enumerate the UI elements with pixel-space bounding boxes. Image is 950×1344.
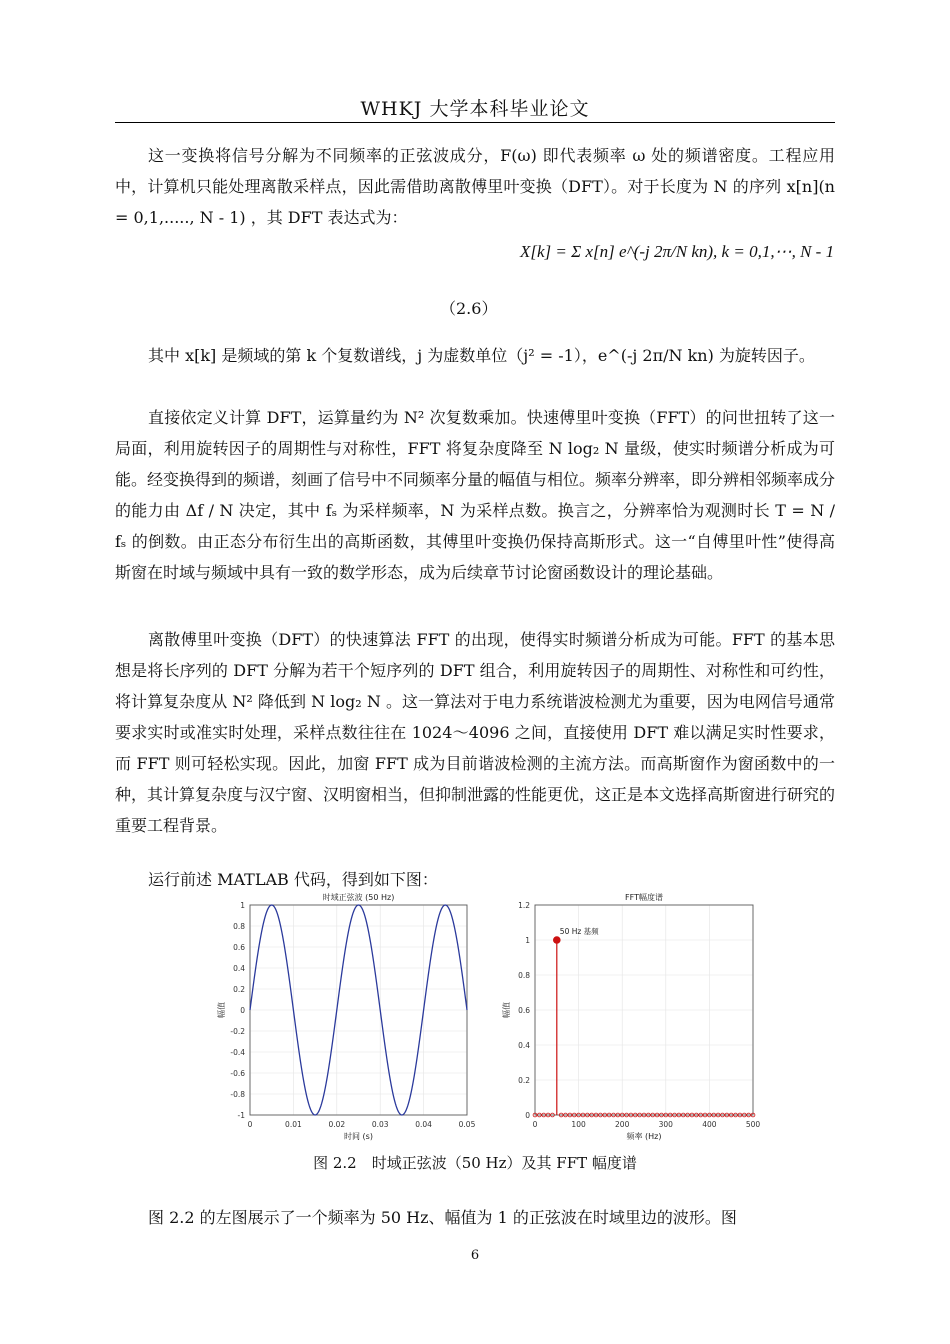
fft-peak-marker (553, 936, 561, 944)
figure-caption: 图 2.2 时域正弦波（50 Hz）及其 FFT 幅度谱 (313, 1154, 637, 1172)
page-number: 6 (470, 1248, 480, 1263)
time-xtick-label: 0 (247, 1120, 253, 1129)
equation-dft: X[k] = Σ x[n] e^(-j 2π/N kn), k = 0,1,⋯, N - 1 (520, 242, 835, 261)
time-ytick-label: -0.6 (230, 1069, 245, 1078)
chart-fft-spectrum (500, 893, 770, 1149)
time-ytick-label: -0.4 (230, 1048, 245, 1057)
fft-xtick-label: 400 (702, 1120, 717, 1129)
time-title: 时域正弦波 (50 Hz) (322, 893, 395, 902)
fft-ytick-label: 1 (525, 936, 530, 945)
time-xtick-label: 0.01 (285, 1120, 302, 1129)
equation-number: （2.6） (440, 299, 498, 318)
time-ytick-label: 0 (240, 1006, 245, 1015)
fft-peak-annotation: 50 Hz 基频 (559, 927, 599, 936)
fft-title: FFT幅度谱 (625, 893, 663, 902)
chart-time-domain (215, 893, 480, 1149)
fft-xtick-label: 300 (658, 1120, 673, 1129)
time-xtick-label: 0.03 (371, 1120, 389, 1129)
fft-ytick-label: 1.2 (518, 901, 530, 910)
fft-ytick-label: 0.8 (518, 971, 530, 980)
paragraph-4: 离散傅里叶变换（DFT）的快速算法 FFT 的出现，使得实时频谱分析成为可能。FFT 的基本思想是将长序列的 DFT 分解为若干个短序列的 DFT 组合，利用旋转因子的周期性、对称性和可约性，将计算复杂度从 N² 降低到 N log₂ N 。这一算法对于电力系统谐波检测尤为重要，因为电网信号通常要求实时或准实时处理，采样点数往往在 1024～4096 之间，直接使用 DFT 难以满足实时性要求，而 FFT 则可轻松实现。因此，加窗 FFT 成为目前谐波检测的主流方法。而高斯窗作为窗函数中的一种，其计算复杂度与汉宁窗、汉明窗相当，但抑制泄露的性能更优，这正是本文选择高斯窗进行研究的重要工程背景。 (115, 630, 836, 835)
fft-ytick-label: 0.2 (518, 1076, 530, 1085)
fft-ytick-label: 0.4 (518, 1041, 530, 1050)
fft-xtick-label: 0 (532, 1120, 538, 1129)
header-title: WHKJ 大学本科毕业论文 (360, 98, 590, 120)
fft-xtick-label: 200 (615, 1120, 630, 1129)
paragraph-3: 直接依定义计算 DFT，运算量约为 N² 次复数乘加。快速傅里叶变换（FFT）的问世扭转了这一局面，利用旋转因子的周期性与对称性，FFT 将复杂度降至 N log₂ N 量级，使实时频谱分析成为可能。经变换得到的频谱，刻画了信号中不同频率分量的幅值与相位。频率分辨率，即分辨相邻频率成分的能力由 Δf / N 决定，其中 fₛ 为采样频率，N 为采样点数。换言之，分辨率恰为观测时长 T = N / fₛ 的倒数。由正态分布衍生出的高斯函数，其傅里叶变换仍保持高斯形式。这一“自傅里叶性”使得高斯窗在时域与频域中具有一致的数学形态，成为后续章节讨论窗函数设计的理论基础。 (115, 408, 836, 582)
paragraph-5: 运行前述 MATLAB 代码，得到如下图： (148, 870, 438, 889)
header-rule (115, 122, 835, 123)
paragraph-1: 这一变换将信号分解为不同频率的正弦波成分，F(ω) 即代表频率 ω 处的频谱密度。工程应用中，计算机只能处理离散采样点，因此需借助离散傅里叶变换（DFT）。对于长度为 N 的序列 x[n](n = 0,1,....., N - 1) ，其 DFT 表达式为： (115, 146, 835, 227)
time-ytick-label: 0.8 (233, 922, 245, 931)
fft-xlabel: 频率 (Hz) (626, 1132, 662, 1141)
time-xtick-label: 0.05 (458, 1120, 476, 1129)
time-xtick-label: 0.04 (415, 1120, 432, 1129)
time-ylabel: 幅值 (217, 1002, 226, 1018)
time-ytick-label: 1 (240, 901, 245, 910)
time-xlabel: 时间 (s) (344, 1132, 373, 1141)
fft-chart-svg (500, 893, 770, 1145)
fft-xtick-label: 100 (571, 1120, 586, 1129)
paragraph-2: 其中 x[k] 是频域的第 k 个复数谱线，j 为虚数单位（j² = -1），e^(-j 2π/N kn) 为旋转因子。 (148, 346, 815, 365)
fft-ylabel: 幅值 (502, 1002, 511, 1018)
time-ytick-label: -0.2 (230, 1027, 245, 1036)
fft-xtick-label: 500 (745, 1120, 761, 1129)
time-xtick-label: 0.02 (328, 1120, 346, 1129)
paragraph-6: 图 2.2 的左图展示了一个频率为 50 Hz、幅值为 1 的正弦波在时域里边的波形。图 (148, 1208, 737, 1227)
time-ytick-label: 0.2 (233, 985, 245, 994)
fft-ytick-label: 0.6 (518, 1006, 530, 1015)
time-ytick-label: 0.6 (233, 943, 245, 952)
fft-ytick-label: 0 (525, 1111, 530, 1120)
time-ytick-label: 0.4 (233, 964, 245, 973)
time-ytick-label: -0.8 (230, 1090, 245, 1099)
page-header (115, 94, 835, 121)
time-ytick-label: -1 (237, 1111, 245, 1120)
time-domain-chart-svg (215, 893, 480, 1145)
